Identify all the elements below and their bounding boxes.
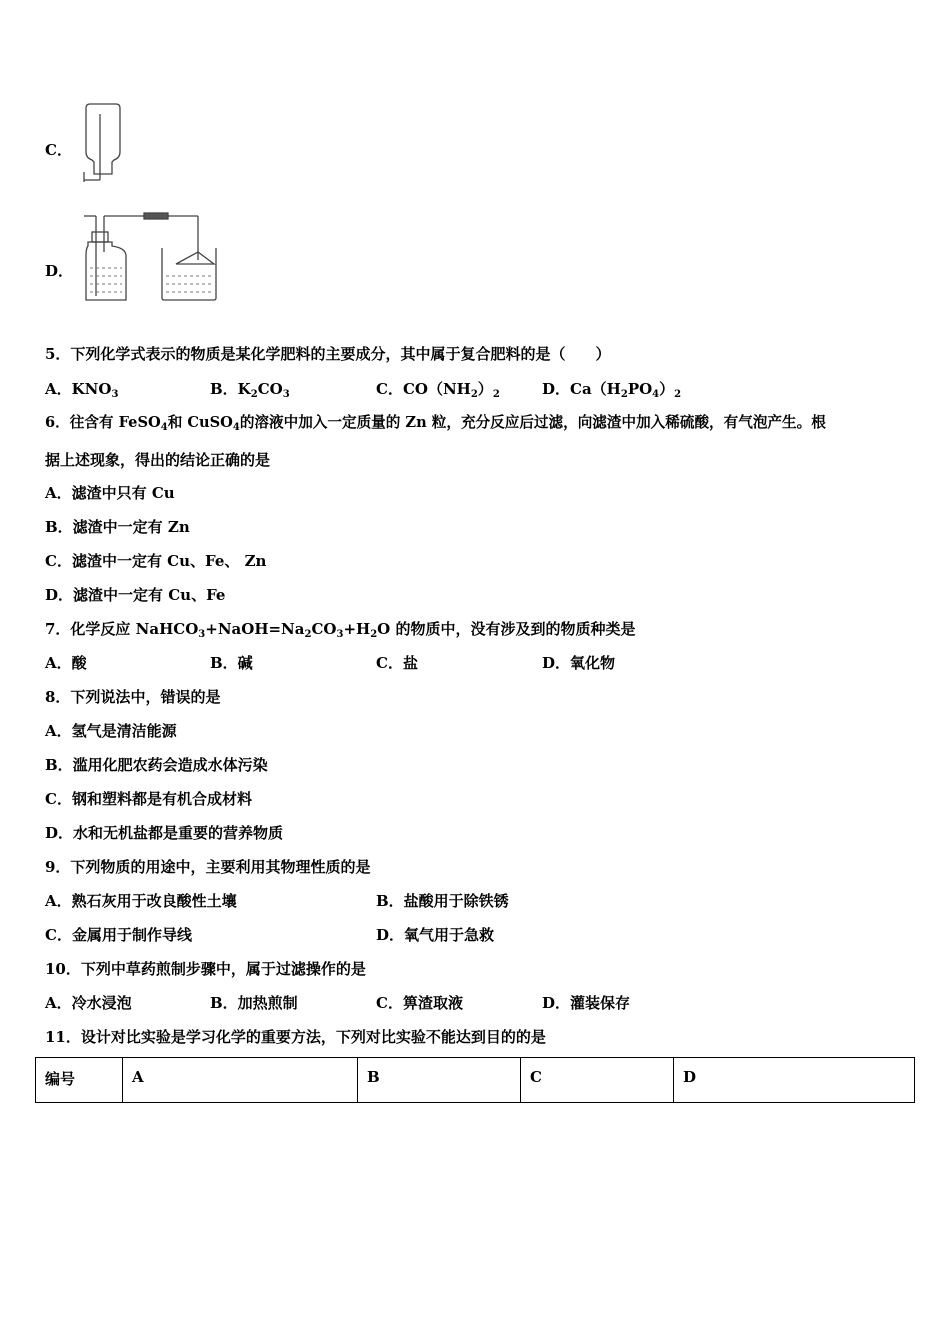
q7-option-a: A．酸 (45, 654, 87, 672)
q10-option-c: C．箅渣取液 (376, 994, 463, 1012)
q9-option-a: A．熟石灰用于改良酸性土壤 (45, 892, 237, 910)
table-header-cell: A (123, 1058, 358, 1103)
q5-option-a: A．$KNO_3$ (45, 380, 119, 400)
q6-option-a: A．滤渣中只有 Cu (45, 484, 175, 502)
q11-stem: 11．设计对比实验是学习化学的重要方法，下列对比实验不能达到目的的是 (45, 1028, 546, 1046)
q11-comparison-table (35, 1057, 915, 1103)
q5-stem: 5．下列化学式表示的物质是某化学肥料的主要成分，其中属于复合肥料的是（ ） (45, 345, 611, 363)
q8-option-a: A．氢气是清洁能源 (45, 722, 177, 740)
q5-option-b: B．$K_2CO_3$ (210, 380, 290, 400)
q10-stem: 10．下列中草药煎制步骤中，属于过滤操作的是 (45, 960, 366, 978)
table-header-cell: 编号 (36, 1058, 123, 1103)
table-header-cell: C (521, 1058, 674, 1103)
q9-option-b: B．盐酸用于除铁锈 (376, 892, 509, 910)
q7-option-c: C．盐 (376, 654, 418, 672)
q4-option-d-label: D． (45, 262, 74, 280)
q7-option-d: D．氧化物 (542, 654, 616, 672)
q8-option-c: C．钢和塑料都是有机合成材料 (45, 790, 252, 808)
q6-stem-line1: 6．往含有 FeSO$_4$和 CuSO$_4$的溶液中加入一定质量的 Zn 粒，充分反应后过滤，向滤渣中加入稀硫酸，有气泡产生。根 (45, 414, 826, 433)
q6-option-d: D．滤渣中一定有 Cu、Fe (45, 586, 226, 604)
q5-option-d: D．$Ca(H_2PO_4)_2$ (542, 380, 682, 400)
q7-option-b: B．碱 (210, 654, 253, 672)
q5-option-c: C．$CO(NH_2)_2$ (376, 380, 500, 400)
q6-stem-line2: 据上述现象，得出的结论正确的是 (45, 451, 271, 469)
q6-option-b: B．滤渣中一定有 Zn (45, 518, 190, 536)
q7-stem: 7．化学反应 $NaHCO_3+NaOH=Na_2CO_3+H_2O$ 的物质中，没有涉及到的物质种类是 (45, 620, 636, 640)
q4-option-d-apparatus-figure (80, 212, 222, 306)
table-header-cell: D (674, 1058, 915, 1103)
q9-option-d: D．氧气用于急救 (376, 926, 495, 944)
q4-option-c-apparatus-figure (78, 100, 128, 188)
q10-option-b: B．加热煎制 (210, 994, 298, 1012)
q8-stem: 8．下列说法中，错误的是 (45, 688, 221, 706)
table-header-cell: B (358, 1058, 521, 1103)
q8-option-b: B．滥用化肥农药会造成水体污染 (45, 756, 268, 774)
q9-option-c: C．金属用于制作导线 (45, 926, 192, 944)
table-header-row (36, 1058, 915, 1103)
q10-option-a: A．冷水浸泡 (45, 994, 132, 1012)
q6-option-c: C．滤渣中一定有 Cu、Fe、 Zn (45, 552, 267, 570)
q8-option-d: D．水和无机盐都是重要的营养物质 (45, 824, 284, 842)
q9-stem: 9．下列物质的用途中，主要利用其物理性质的是 (45, 858, 371, 876)
q10-option-d: D．灌装保存 (542, 994, 631, 1012)
q4-option-c-label: C． (45, 141, 72, 159)
